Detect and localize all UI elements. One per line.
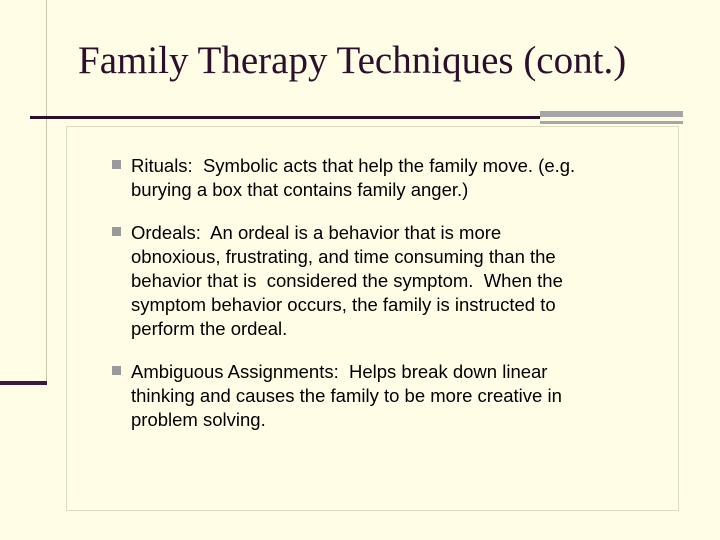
bullet-text: Ordeals: An ordeal is a behavior that is more obnoxious, frustrating, and time consuming than the behavior that is considered the symptom. When the symptom behavior occurs, the family is instructed to perform the ordeal. bbox=[131, 222, 563, 339]
title-rule-gray bbox=[540, 111, 683, 117]
left-decorative-bar bbox=[0, 0, 47, 384]
title-rule-gray-lower bbox=[540, 121, 683, 124]
bullet-item-ambiguous-assignments bbox=[110, 360, 670, 432]
bullet-text: Rituals: Symbolic acts that help the family move. (e.g. burying a box that contains family anger.) bbox=[131, 155, 576, 200]
bullet-item-rituals bbox=[110, 154, 670, 202]
square-bullet-icon bbox=[112, 366, 121, 375]
slide-title: Family Therapy Techniques (cont.) bbox=[78, 39, 627, 82]
bullet-item-ordeals bbox=[110, 221, 670, 341]
title-rule-dark bbox=[30, 116, 540, 119]
square-bullet-icon bbox=[112, 227, 121, 236]
square-bullet-icon bbox=[112, 160, 121, 169]
bullet-text: Ambiguous Assignments: Helps break down linear thinking and causes the family to be more creative in problem solving. bbox=[131, 361, 562, 430]
left-bar-accent bbox=[0, 381, 47, 385]
bullet-list bbox=[110, 154, 670, 451]
